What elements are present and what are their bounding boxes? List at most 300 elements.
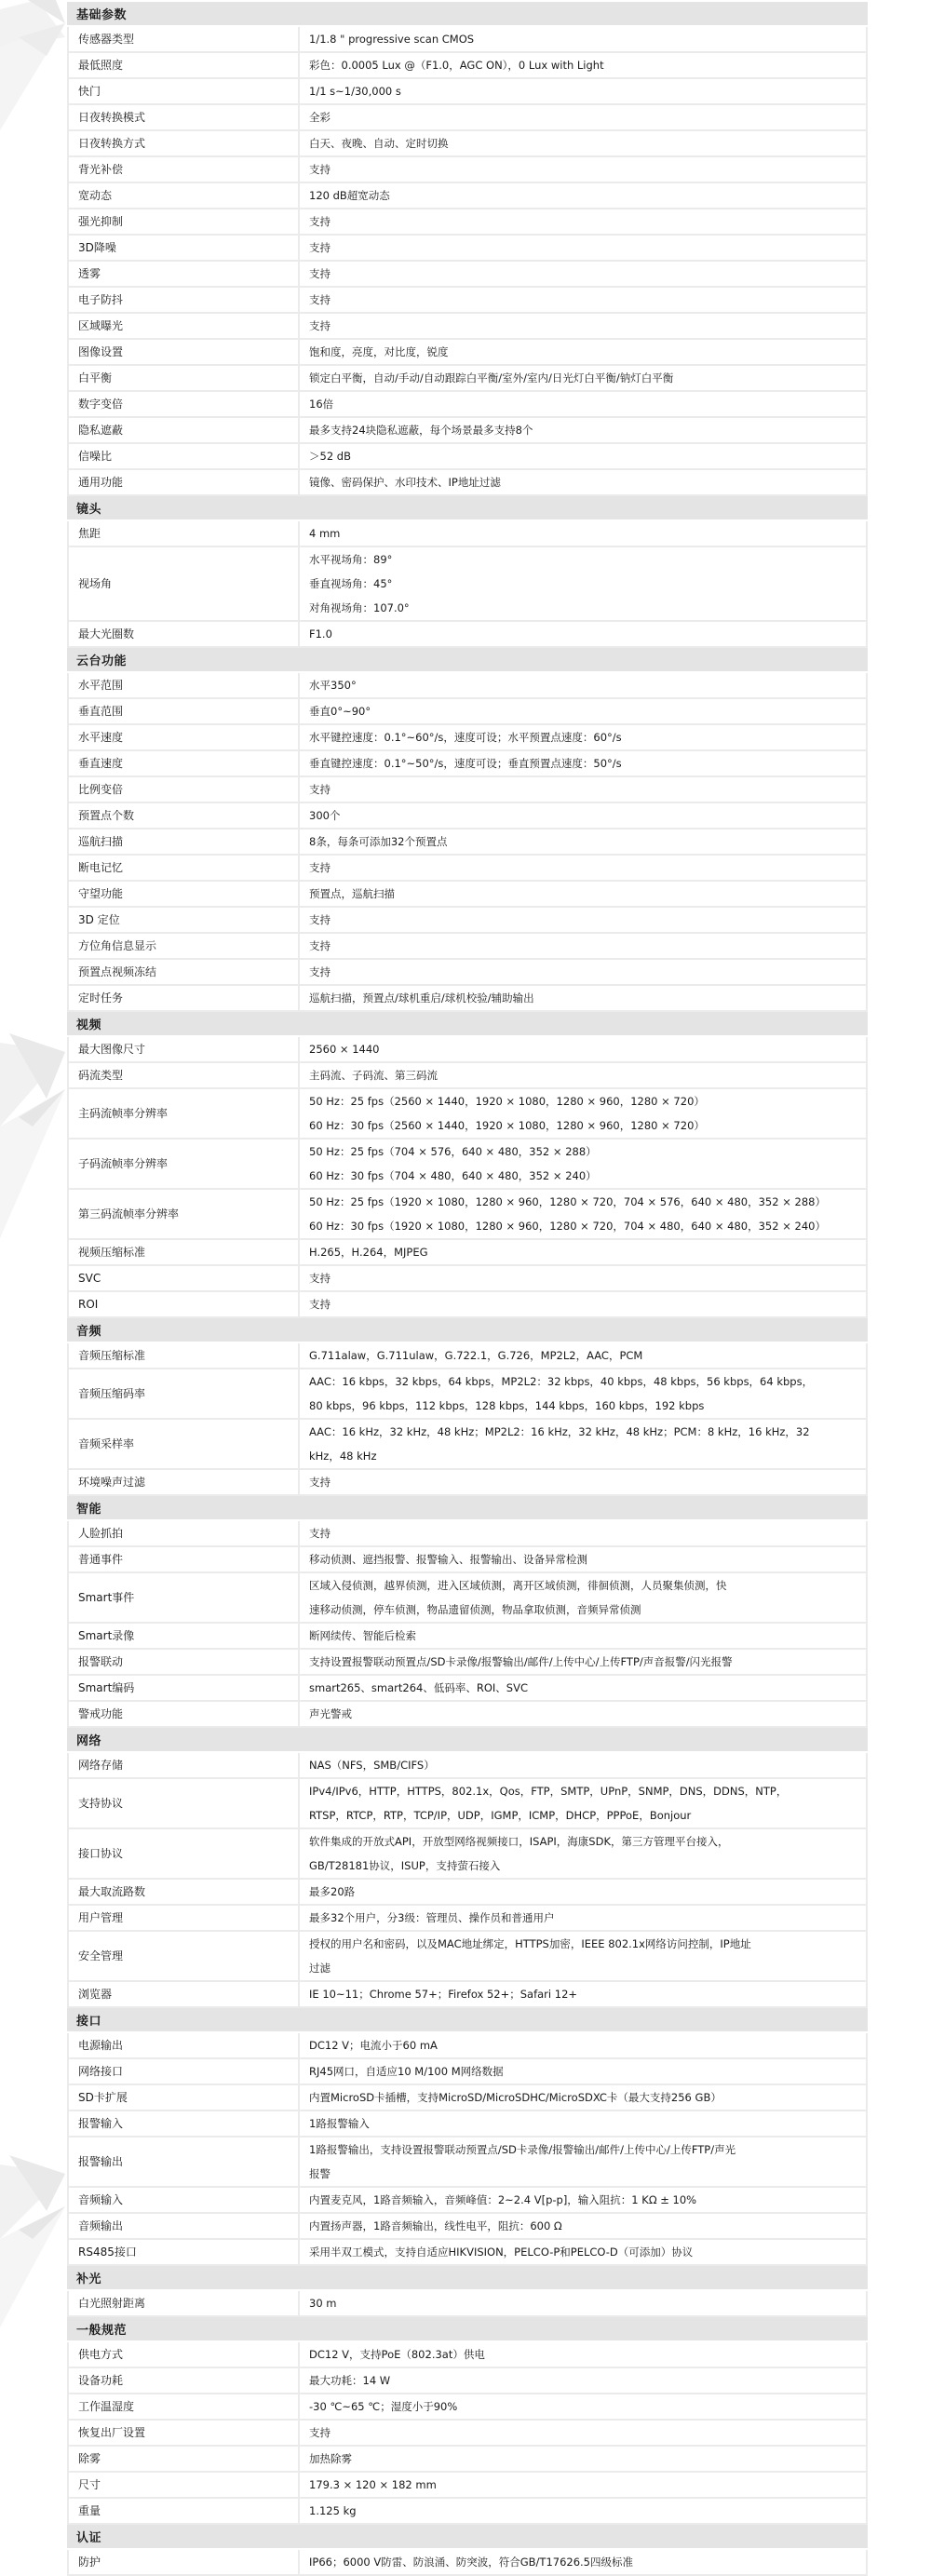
section-header-row [67, 1012, 868, 1037]
spec-row [67, 392, 868, 418]
spec-value-line: 支持 [309, 1272, 331, 1285]
spec-row [67, 470, 868, 496]
spec-row [67, 751, 868, 777]
spec-row [67, 1547, 868, 1573]
spec-label: 垂直速度 [67, 751, 300, 777]
spec-label: ROI [67, 1292, 300, 1318]
spec-value-line: 移动侦测、遮挡报警、报警输入、报警输出、设备异常检测 [309, 1553, 587, 1566]
spec-row [67, 908, 868, 934]
spec-row [67, 986, 868, 1012]
spec-value-line: GB/T28181协议，ISUP，支持萤石接入 [309, 1859, 501, 1872]
spec-value-line: 水平键控速度：0.1°~60°/s，速度可设；水平预置点速度：60°/s [309, 731, 622, 744]
spec-value [300, 2138, 868, 2188]
spec-value-line: 支持 [309, 293, 331, 306]
spec-value-line: 支持设置报警联动预置点/SD卡录像/报警输出/邮件/上传中心/上传FTP/声音报警/闪光报警 [309, 1655, 733, 1668]
spec-label: 网络接口 [67, 2059, 300, 2085]
spec-value [300, 470, 868, 496]
spec-value-line: NAS（NFS，SMB/CIFS） [309, 1759, 435, 1772]
spec-row [67, 2111, 868, 2138]
spec-label: 环境噪声过滤 [67, 1470, 300, 1496]
spec-value-line: F1.0 [309, 627, 332, 641]
spec-label: 断电记忆 [67, 856, 300, 882]
spec-value [300, 673, 868, 699]
spec-value-line: IP66；6000 V防雷、防浪涌、防突波，符合GB/T17626.5四级标准 [309, 2556, 634, 2569]
spec-label: 网络存储 [67, 1753, 300, 1779]
spec-row [67, 1829, 868, 1880]
spec-value-line: 最大功耗：14 W [309, 2374, 391, 2387]
spec-label: 宽动态 [67, 183, 300, 209]
spec-label: 3D 定位 [67, 908, 300, 934]
spec-value [300, 418, 868, 444]
spec-value [300, 699, 868, 725]
spec-value [300, 2111, 868, 2138]
spec-label: 除雾 [67, 2447, 300, 2473]
spec-value-line: DC12 V，支持PoE（802.3at）供电 [309, 2348, 485, 2361]
spec-value [300, 2499, 868, 2525]
spec-value [300, 1547, 868, 1573]
section-header-row [67, 2525, 868, 2550]
spec-row [67, 803, 868, 829]
spec-value-line: 水平视场角：89° [309, 553, 393, 566]
spec-row [67, 183, 868, 209]
spec-value-line: 断网续传、智能后检索 [309, 1629, 416, 1642]
spec-value-line: 120 dB超宽动态 [309, 189, 390, 202]
spec-value-line: 300个 [309, 809, 341, 822]
spec-label: 守望功能 [67, 882, 300, 908]
spec-label: 隐私遮蔽 [67, 418, 300, 444]
spec-label: 音频压缩码率 [67, 1369, 300, 1420]
spec-value [300, 1470, 868, 1496]
spec-value [300, 1140, 868, 1190]
spec-row [67, 209, 868, 236]
spec-value-line: 支持 [309, 1298, 331, 1311]
spec-value-line: 过滤 [309, 1962, 331, 1975]
spec-row [67, 2421, 868, 2447]
spec-value [300, 882, 868, 908]
spec-value [300, 157, 868, 183]
spec-value-line: 最多支持24块隐私遮蔽，每个场景最多支持8个 [309, 424, 533, 437]
spec-row [67, 960, 868, 986]
spec-value-line: 彩色：0.0005 Lux @（F1.0，AGC ON），0 Lux with Light [309, 59, 604, 72]
spec-label: 接口协议 [67, 1829, 300, 1880]
spec-value [300, 2421, 868, 2447]
spec-value-line: 179.3 × 120 × 182 mm [309, 2478, 437, 2491]
spec-value [300, 1829, 868, 1880]
spec-label: 供电方式 [67, 2342, 300, 2368]
spec-value-line: 采用半双工模式，支持自适应HIKVISION，PELCO-P和PELCO-D（可添加）协议 [309, 2246, 694, 2259]
spec-value-line: 区域入侵侦测，越界侦测，进入区域侦测，离开区域侦测，徘徊侦测，人员聚集侦测，快 [309, 1579, 727, 1592]
spec-value-line: 1/1 s~1/30,000 s [309, 85, 401, 98]
spec-row [67, 2059, 868, 2085]
spec-label: 透雾 [67, 262, 300, 288]
spec-value [300, 908, 868, 934]
spec-row [67, 882, 868, 908]
spec-label: 音频压缩标准 [67, 1343, 300, 1369]
spec-value-line: 50 Hz：25 fps（704 × 576，640 × 480，352 × 288） [309, 1145, 597, 1158]
spec-label: 音频输出 [67, 2214, 300, 2240]
spec-row [67, 829, 868, 856]
spec-value-line: 垂直键控速度：0.1°~50°/s，速度可设；垂直预置点速度：50°/s [309, 757, 622, 770]
spec-value [300, 1037, 868, 1063]
spec-label: 垂直范围 [67, 699, 300, 725]
spec-row [67, 1650, 868, 1676]
spec-value [300, 1573, 868, 1624]
spec-label: 设备功耗 [67, 2368, 300, 2394]
spec-row [67, 340, 868, 366]
spec-row [67, 131, 868, 157]
spec-row [67, 934, 868, 960]
section-title: 补光 [67, 2266, 868, 2291]
spec-value [300, 288, 868, 314]
spec-value [300, 131, 868, 157]
spec-value-line: 60 Hz：30 fps（2560 × 1440，1920 × 1080，1280 × 960，1280 × 720） [309, 1119, 705, 1132]
spec-value-line: 8条，每条可添加32个预置点 [309, 835, 448, 848]
spec-value-line: 支持 [309, 319, 331, 332]
spec-label: 音频输入 [67, 2188, 300, 2214]
section-header-row [67, 2, 868, 27]
spec-label: 人脸抓拍 [67, 1521, 300, 1547]
spec-row [67, 2447, 868, 2473]
spec-label: Smart编码 [67, 1676, 300, 1702]
spec-value-line: 主码流、子码流、第三码流 [309, 1069, 438, 1082]
spec-value-line: 60 Hz：30 fps（704 × 480，640 × 480，352 × 240） [309, 1169, 597, 1182]
spec-value [300, 2188, 868, 2214]
spec-value-line: 支持 [309, 939, 331, 952]
spec-row [67, 314, 868, 340]
spec-value [300, 547, 868, 622]
spec-value-line: 支持 [309, 913, 331, 926]
spec-label: 尺寸 [67, 2473, 300, 2499]
spec-label: Smart事件 [67, 1573, 300, 1624]
spec-value-line: 授权的用户名和密码，以及MAC地址绑定，HTTPS加密，IEEE 802.1x网络访问控制，IP地址 [309, 1937, 751, 1950]
spec-label: RS485接口 [67, 2240, 300, 2266]
spec-value [300, 856, 868, 882]
spec-label: 电源输出 [67, 2033, 300, 2059]
spec-row [67, 1676, 868, 1702]
spec-value-line: 加热除雾 [309, 2452, 352, 2465]
spec-value-line: 白天、夜晚、自动、定时切换 [309, 137, 449, 150]
spec-label: 图像设置 [67, 340, 300, 366]
spec-value [300, 960, 868, 986]
spec-value-line: ＞52 dB [309, 450, 351, 463]
spec-row [67, 1063, 868, 1089]
spec-row [67, 1089, 868, 1140]
spec-value [300, 1420, 868, 1470]
spec-row [67, 2138, 868, 2188]
spec-label: 主码流帧率分辨率 [67, 1089, 300, 1140]
spec-value [300, 183, 868, 209]
spec-value [300, 2059, 868, 2085]
spec-row [67, 236, 868, 262]
spec-value-line: 内置MicroSD卡插槽，支持MicroSD/MicroSDHC/MicroSDXC卡（最大支持256 GB） [309, 2091, 722, 2104]
spec-value-line: 支持 [309, 163, 331, 176]
spec-value-line: 对角视场角：107.0° [309, 601, 410, 614]
spec-value-line: IPv4/IPv6，HTTP，HTTPS，802.1x，Qos，FTP，SMTP，UPnP，SNMP，DNS，DDNS，NTP， [309, 1785, 788, 1798]
spec-value [300, 314, 868, 340]
spec-value [300, 622, 868, 648]
section-header-row [67, 648, 868, 673]
spec-value [300, 1650, 868, 1676]
spec-value [300, 1089, 868, 1140]
spec-label: 区域曝光 [67, 314, 300, 340]
spec-label: 巡航扫描 [67, 829, 300, 856]
section-header-row [67, 1496, 868, 1521]
spec-value [300, 1702, 868, 1728]
spec-row [67, 1573, 868, 1624]
spec-row [67, 1521, 868, 1547]
spec-row [67, 2394, 868, 2421]
spec-label: 视场角 [67, 547, 300, 622]
spec-label: 码流类型 [67, 1063, 300, 1089]
spec-label: 防护 [67, 2550, 300, 2576]
spec-value-line: 声光警戒 [309, 1707, 352, 1720]
spec-row [67, 1292, 868, 1318]
spec-row [67, 27, 868, 53]
spec-value-line: 1.125 kg [309, 2504, 357, 2517]
spec-value-line: 支持 [309, 241, 331, 254]
spec-row [67, 2214, 868, 2240]
spec-row [67, 1880, 868, 1906]
spec-value [300, 366, 868, 392]
spec-value-line: 支持 [309, 1476, 331, 1489]
spec-label: 支持协议 [67, 1779, 300, 1829]
spec-row [67, 2188, 868, 2214]
spec-value-line: 80 kbps，96 kbps，112 kbps，128 kbps，144 kbps，160 kbps，192 kbps [309, 1399, 705, 1412]
spec-label: 定时任务 [67, 986, 300, 1012]
section-header-row [67, 1318, 868, 1343]
spec-label: 传感器类型 [67, 27, 300, 53]
spec-label: 水平范围 [67, 673, 300, 699]
spec-value-line: 预置点，巡航扫描 [309, 887, 395, 900]
spec-label: 最大图像尺寸 [67, 1037, 300, 1063]
spec-value-line: 支持 [309, 2426, 331, 2439]
spec-table [67, 2, 868, 2576]
spec-value-line: H.265，H.264，MJPEG [309, 1246, 428, 1259]
spec-value-line: 16倍 [309, 398, 334, 411]
spec-label: 信噪比 [67, 444, 300, 470]
spec-label: 恢复出厂设置 [67, 2421, 300, 2447]
spec-value-line: 巡航扫描，预置点/球机重启/球机校验/辅助输出 [309, 991, 534, 1005]
section-header-row [67, 2266, 868, 2291]
spec-label: 比例变倍 [67, 777, 300, 803]
spec-label: 音频采样率 [67, 1420, 300, 1470]
spec-value-line: 内置扬声器，1路音频输出，线性电平，阻抗：600 Ω [309, 2219, 562, 2232]
section-title: 云台功能 [67, 648, 868, 673]
section-header-row [67, 496, 868, 521]
spec-value-line: IE 10~11；Chrome 57+；Firefox 52+；Safari 12+ [309, 1988, 578, 2001]
spec-value-line: RTSP，RTCP，RTP，TCP/IP，UDP，IGMP，ICMP，DHCP，PPPoE，Bonjour [309, 1809, 692, 1822]
spec-label: 安全管理 [67, 1932, 300, 1982]
spec-label: SVC [67, 1266, 300, 1292]
spec-row [67, 262, 868, 288]
section-title: 智能 [67, 1496, 868, 1521]
spec-value-line: 垂直视场角：45° [309, 577, 393, 590]
spec-row [67, 699, 868, 725]
spec-value-line: 镜像、密码保护、水印技术、IP地址过滤 [309, 476, 501, 489]
spec-label: 3D降噪 [67, 236, 300, 262]
spec-value [300, 79, 868, 105]
spec-row [67, 2240, 868, 2266]
spec-label: 工作温湿度 [67, 2394, 300, 2421]
spec-row [67, 53, 868, 79]
spec-label: 方位角信息显示 [67, 934, 300, 960]
spec-value-line: 支持 [309, 1527, 331, 1540]
spec-value-line: 速移动侦测，停车侦测，物品遗留侦测，物品拿取侦测，音频异常侦测 [309, 1603, 641, 1616]
spec-value [300, 105, 868, 131]
spec-value [300, 53, 868, 79]
spec-row [67, 1702, 868, 1728]
spec-value [300, 777, 868, 803]
section-title: 网络 [67, 1728, 868, 1753]
spec-value [300, 262, 868, 288]
spec-row [67, 1369, 868, 1420]
spec-value-line: 30 m [309, 2297, 337, 2310]
spec-value [300, 934, 868, 960]
spec-row [67, 856, 868, 882]
spec-value-line: 支持 [309, 215, 331, 228]
spec-label: 第三码流帧率分辨率 [67, 1190, 300, 1240]
spec-value-line: 全彩 [309, 111, 331, 124]
spec-label: 预置点个数 [67, 803, 300, 829]
spec-row [67, 2499, 868, 2525]
spec-value-line: 4 mm [309, 527, 341, 540]
spec-label: 白平衡 [67, 366, 300, 392]
spec-value [300, 1240, 868, 1266]
spec-row [67, 2342, 868, 2368]
spec-label: 最大取流路数 [67, 1880, 300, 1906]
spec-row [67, 673, 868, 699]
spec-row [67, 1906, 868, 1932]
section-header-row [67, 2008, 868, 2033]
spec-row [67, 1420, 868, 1470]
spec-label: 最低照度 [67, 53, 300, 79]
spec-value-line: 50 Hz：25 fps（1920 × 1080，1280 × 960，1280 × 720，704 × 576，640 × 480，352 × 288） [309, 1195, 826, 1208]
spec-row [67, 1240, 868, 1266]
spec-value [300, 2085, 868, 2111]
spec-value [300, 986, 868, 1012]
spec-value-line: 60 Hz：30 fps（1920 × 1080，1280 × 960，1280 × 720，704 × 480，640 × 480，352 × 240） [309, 1220, 826, 1233]
spec-value [300, 1521, 868, 1547]
section-title: 镜头 [67, 496, 868, 521]
spec-value [300, 1982, 868, 2008]
spec-label: 快门 [67, 79, 300, 105]
spec-row [67, 2368, 868, 2394]
spec-value [300, 444, 868, 470]
spec-value-line: 2560 × 1440 [309, 1043, 380, 1056]
spec-row [67, 1470, 868, 1496]
spec-value [300, 2447, 868, 2473]
spec-label: Smart录像 [67, 1624, 300, 1650]
spec-value [300, 1932, 868, 1982]
spec-value [300, 1266, 868, 1292]
spec-label: 预置点视频冻结 [67, 960, 300, 986]
spec-value-line: kHz，48 kHz [309, 1450, 377, 1463]
spec-row [67, 79, 868, 105]
spec-label: 焦距 [67, 521, 300, 547]
spec-value [300, 2291, 868, 2317]
spec-value-line: 水平350° [309, 679, 357, 692]
spec-row [67, 1266, 868, 1292]
spec-label: SD卡扩展 [67, 2085, 300, 2111]
spec-value-line: 50 Hz：25 fps（2560 × 1440，1920 × 1080，1280 × 960，1280 × 720） [309, 1095, 705, 1108]
spec-row [67, 622, 868, 648]
spec-value-line: AAC：16 kHz，32 kHz，48 kHz；MP2L2：16 kHz，32 kHz，48 kHz；PCM：8 kHz，16 kHz，32 [309, 1425, 810, 1438]
spec-value [300, 829, 868, 856]
spec-value [300, 2368, 868, 2394]
spec-value [300, 392, 868, 418]
spec-value-line: 最多20路 [309, 1885, 356, 1898]
spec-label: 水平速度 [67, 725, 300, 751]
spec-label: 重量 [67, 2499, 300, 2525]
spec-row [67, 725, 868, 751]
spec-value [300, 803, 868, 829]
spec-label: 用户管理 [67, 1906, 300, 1932]
spec-row [67, 2473, 868, 2499]
spec-value [300, 2550, 868, 2576]
spec-label: 电子防抖 [67, 288, 300, 314]
spec-row [67, 777, 868, 803]
spec-value [300, 1880, 868, 1906]
spec-value [300, 27, 868, 53]
spec-row [67, 1982, 868, 2008]
spec-row [67, 1932, 868, 1982]
section-header-row [67, 2317, 868, 2342]
spec-row [67, 2033, 868, 2059]
section-title: 音频 [67, 1318, 868, 1343]
spec-value [300, 1906, 868, 1932]
spec-value [300, 1753, 868, 1779]
spec-value-line: 支持 [309, 783, 331, 796]
spec-value [300, 209, 868, 236]
spec-value [300, 2033, 868, 2059]
spec-row [67, 1140, 868, 1190]
spec-table-body [67, 2, 868, 2576]
spec-label: 报警输出 [67, 2138, 300, 2188]
spec-value [300, 1779, 868, 1829]
spec-row [67, 1753, 868, 1779]
spec-value-line: DC12 V；电流小于60 mA [309, 2039, 438, 2052]
spec-row [67, 1037, 868, 1063]
spec-row [67, 1190, 868, 1240]
spec-value-line: 支持 [309, 267, 331, 280]
spec-label: 通用功能 [67, 470, 300, 496]
spec-value-line: -30 ℃~65 ℃；湿度小于90% [309, 2400, 458, 2413]
spec-label: 数字变倍 [67, 392, 300, 418]
spec-value [300, 725, 868, 751]
spec-value-line: 支持 [309, 965, 331, 978]
spec-value [300, 521, 868, 547]
spec-value [300, 1624, 868, 1650]
spec-label: 日夜转换模式 [67, 105, 300, 131]
spec-value [300, 1343, 868, 1369]
spec-value-line: AAC：16 kbps，32 kbps，64 kbps，MP2L2：32 kbps，40 kbps，48 kbps，56 kbps，64 kbps， [309, 1375, 814, 1388]
spec-row [67, 157, 868, 183]
spec-label: 警戒功能 [67, 1702, 300, 1728]
spec-row [67, 2550, 868, 2576]
spec-label: 报警联动 [67, 1650, 300, 1676]
section-title: 视频 [67, 1012, 868, 1037]
spec-label: 子码流帧率分辨率 [67, 1140, 300, 1190]
spec-row [67, 366, 868, 392]
spec-row [67, 105, 868, 131]
spec-value [300, 1292, 868, 1318]
spec-row [67, 521, 868, 547]
spec-label: 白光照射距离 [67, 2291, 300, 2317]
spec-value-line: 1路报警输入 [309, 2117, 370, 2130]
spec-value [300, 1063, 868, 1089]
spec-value-line: 1/1.8 " progressive scan CMOS [309, 33, 475, 46]
spec-value-line: G.711alaw，G.711ulaw，G.722.1，G.726，MP2L2，AAC，PCM [309, 1349, 643, 1362]
